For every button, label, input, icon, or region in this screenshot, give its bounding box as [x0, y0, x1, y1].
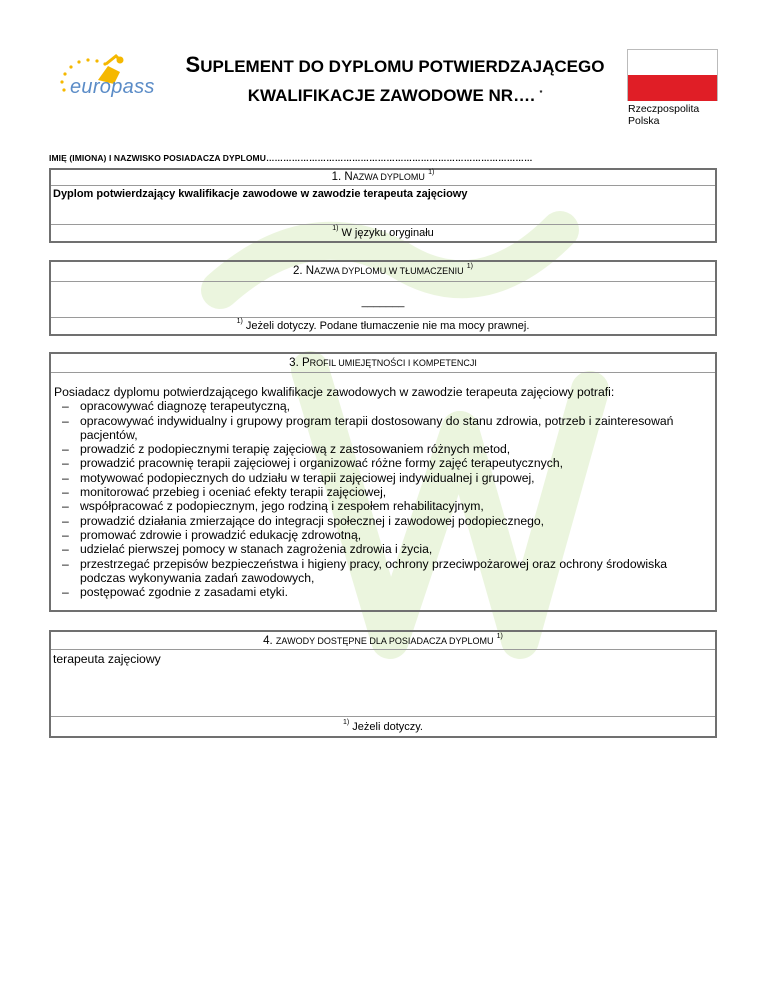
occupation-value: terapeuta zajęciowy — [53, 652, 161, 666]
section-skills-profile — [49, 352, 717, 612]
section-diploma-translation — [49, 260, 717, 336]
list-item: – udzielać pierwszej pomocy w stanach zagrożenia zdrowia i życia, — [54, 542, 711, 556]
list-item: – monitorować przebieg i oceniać efekty terapii zajęciowej, — [54, 485, 711, 499]
section-header: 1. NAZWA DYPLOMU $^{1)}$ — [51, 170, 715, 186]
skills-intro: Posiadacz dyplomu potwierdzającego kwalifikacje zawodowych w zawodzie terapeuta zajęciowy potrafi: — [54, 385, 615, 399]
list-item: – opracowywać diagnozę terapeutyczną, — [54, 399, 711, 413]
list-item: – promować zdrowie i prowadzić edukację zdrowotną, — [54, 528, 711, 542]
holder-name-line: IMIĘ (IMIONA) I NAZWISKO POSIADACZA DYPLOMU………………………………………………………………………………… — [49, 153, 533, 163]
list-item: – przestrzegać przepisów bezpieczeństwa i higieny pracy, ochrony przeciwpożarowej oraz ochrony środowiska podczas wykonywania zadań zawodowych, — [54, 557, 711, 586]
list-item: – opracowywać indywidualny i grupowy program terapii dostosowany do stanu zdrowia, potrzeb i zainteresowań pacjentów, — [54, 414, 711, 443]
list-item: – postępować zgodnie z zasadami etyki. — [54, 585, 711, 599]
section-header: 4. ZAWODY DOSTĘPNE DLA POSIADACZA DYPLOMU $^{1)}$ — [51, 632, 715, 650]
section-footnote: $^{1)}$ Jeżeli dotyczy. Podane tłumaczenie nie ma mocy prawnej. — [51, 317, 715, 334]
country-name: Rzeczpospolita Polska — [628, 103, 700, 127]
europass-wordmark: europass — [70, 76, 155, 98]
list-item: – motywować podopiecznych do udziału w terapii zajęciowej indywidualnej i grupowej, — [54, 471, 711, 485]
translation-value: _______ — [361, 296, 405, 308]
section-diploma-name — [49, 168, 717, 243]
skills-content — [51, 373, 715, 599]
section-available-occupations — [49, 630, 717, 738]
section-header: 3. PROFIL UMIEJĘTNOŚCI I KOMPETENCJI — [51, 354, 715, 373]
list-item: – prowadzić pracownię terapii zajęciowej i organizować różne formy zajęć terapeutycznych, — [54, 456, 711, 470]
skills-list — [54, 399, 711, 599]
list-item: – prowadzić działania zmierzające do integracji społecznej i zawodowej podopiecznego, — [54, 514, 711, 528]
list-item: – współpracować z podopiecznym, jego rodziną i zespołem rehabilitacyjnym, — [54, 499, 711, 513]
list-item: – prowadzić z podopiecznymi terapię zajęciową z zastosowaniem różnych metod, — [54, 442, 711, 456]
section-footnote: $^{1)}$ Jeżeli dotyczy. — [51, 716, 715, 736]
polish-flag — [627, 49, 718, 101]
section-header: 2. NAZWA DYPLOMU W TŁUMACZENIU $^{1)}$ — [51, 262, 715, 282]
page-title: SUPLEMENT DO DYPLOMU POTWIERDZAJĄCEGO KWALIFIKACJE ZAWODOWE NR…. * — [185, 52, 605, 105]
diploma-name-value: Dyplom potwierdzający kwalifikacje zawodowe w zawodzie terapeuta zajęciowy — [53, 188, 468, 200]
section-footnote: $^{1)}$ W języku oryginału — [51, 224, 715, 241]
